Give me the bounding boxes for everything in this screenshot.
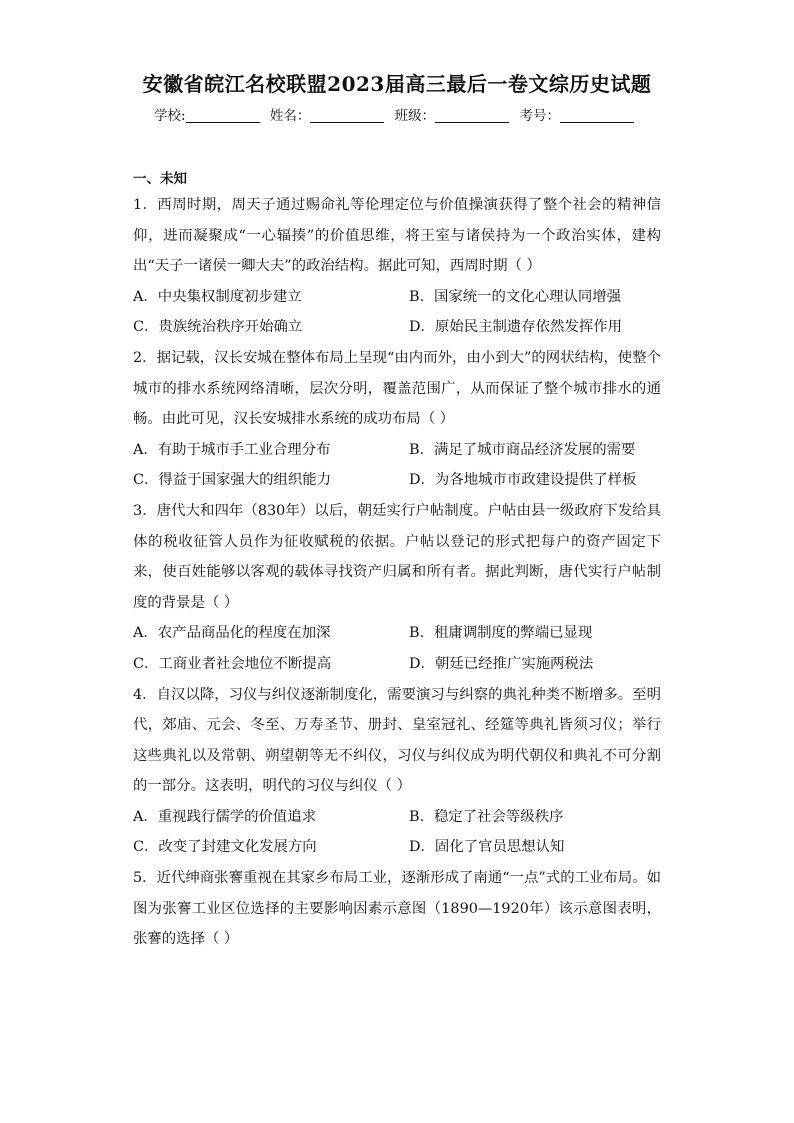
class-blank[interactable]	[435, 108, 509, 123]
option-d[interactable]: D．固化了官员思想认知	[409, 839, 565, 856]
question-stem: 4．自汉以降，习仪与纠仪逐渐制度化，需要演习与纠察的典礼种类不断增多。至明代，郊庙、元会、冬至、万寿圣节、册封、皇室冠礼、经筵等典礼皆须习仪；举行这些典礼以及常朝、朔望朝等无不纠仪，习仪与纠仪成为明代朝仪和典礼不可分割的一部分。这表明，明代的习仪与纠仪（ ）	[133, 686, 661, 795]
question-stem: 3．唐代大和四年（830年）以后，朝廷实行户帖制度。户帖由县一级政府下发给具体的税收征管人员作为征收赋税的依据。户帖以登记的形式把每户的资产固定下来，使百姓能够以客观的载体寻找资产归属和所有者。据此判断，唐代实行户帖制度的背景是（ ）	[133, 502, 661, 611]
class-field	[395, 104, 510, 124]
question-stem: 5．近代绅商张謇重视在其家乡布局工业，逐渐形成了南通“一点”式的工业布局。如图为张謇工业区位选择的主要影响因素示意图（1890—1920年）该示意图表明，张謇的选择（ ）	[133, 870, 661, 948]
option-group	[133, 435, 661, 496]
name-blank[interactable]	[310, 108, 384, 123]
option-c[interactable]: C．得益于国家强大的组织能力	[133, 472, 332, 489]
school-blank[interactable]	[186, 108, 260, 123]
name-field	[270, 104, 385, 124]
option-c[interactable]: C．贵族统治秩序开始确立	[133, 319, 303, 336]
question-5	[133, 863, 661, 955]
option-b[interactable]: B．稳定了社会等级秩序	[409, 808, 564, 825]
option-a[interactable]: A．农产品商品化的程度在加深	[133, 625, 331, 642]
question-4	[133, 680, 661, 864]
option-d[interactable]: D．朝廷已经推广实施两税法	[409, 655, 594, 672]
question-stem: 1．西周时期，周天子通过赐命礼等伦理定位与价值操演获得了整个社会的精神信仰，进而凝聚成“一心辐揍”的价值思维，将王室与诸侯持为一个政治实体，建构出“天子一诸侯一卿大夫”的政治结构。据此可知，西周时期（ ）	[133, 197, 661, 275]
option-c[interactable]: C．改变了封建文化发展方向	[133, 839, 317, 856]
option-d[interactable]: D．为各地城市市政建设提供了样板	[409, 472, 637, 489]
question-3	[133, 496, 661, 680]
option-d[interactable]: D．原始民主制遗存依然发挥作用	[409, 319, 623, 336]
option-c[interactable]: C．工商业者社会地位不断提高	[133, 655, 332, 672]
question-2	[133, 343, 661, 496]
option-b[interactable]: B．国家统一的文化心理认同增强	[409, 288, 622, 305]
question-list	[133, 190, 661, 955]
exam-title: 安徽省皖江名校联盟2023届高三最后一卷文综历史试题	[142, 72, 652, 96]
question-stem: 2．据记载，汉长安城在整体布局上呈现“由内而外，由小到大”的网状结构，使整个城市的排水系统网络清晰，层次分明，覆盖范围广，从而保证了整个城市排水的通畅。由此可见，汉长安城排水系统的成功布局（ ）	[133, 349, 661, 428]
question-1	[133, 190, 661, 343]
exam-number-field	[519, 104, 634, 124]
option-a[interactable]: A．有助于城市手工业合理分布	[133, 441, 331, 458]
student-info-line	[0, 104, 794, 124]
option-a[interactable]: A．重视践行儒学的价值追求	[133, 808, 317, 825]
option-a[interactable]: A．中央集权制度初步建立	[133, 288, 302, 305]
section-heading: 一、未知	[133, 171, 187, 187]
exam-number-blank[interactable]	[560, 108, 634, 123]
name-label: 姓名：	[269, 108, 311, 124]
class-label: 班级：	[394, 108, 436, 124]
option-group	[133, 802, 661, 863]
option-b[interactable]: B．租庸调制度的弊端已显现	[409, 625, 593, 642]
option-group	[133, 282, 661, 343]
exam-number-label: 考号：	[519, 108, 560, 124]
school-field	[154, 104, 260, 124]
option-group	[133, 618, 661, 679]
option-b[interactable]: B．满足了城市商品经济发展的需要	[409, 441, 636, 458]
school-label: 学校:	[154, 108, 186, 124]
